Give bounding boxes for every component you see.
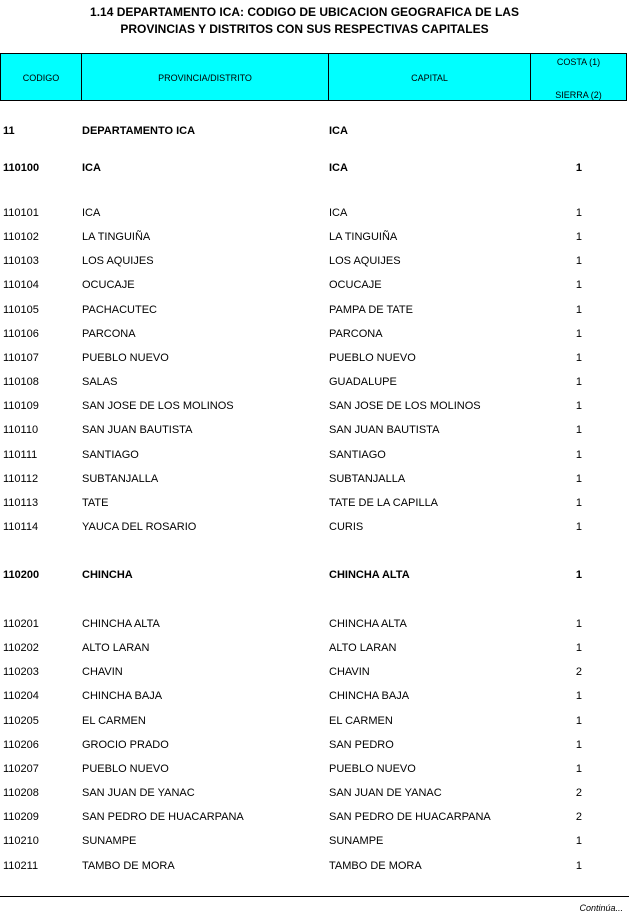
- district-code: 110205: [3, 715, 39, 727]
- continued-note: Continúa...: [579, 903, 623, 913]
- district-capital: CHINCHA BAJA: [329, 690, 410, 702]
- header-capital-cell: [328, 53, 531, 101]
- province-code: 110200: [3, 569, 40, 581]
- district-capital: LA TINGUIÑA: [329, 231, 398, 243]
- district-capital: SAN JUAN BAUTISTA: [329, 424, 440, 436]
- district-name: SALAS: [82, 376, 118, 388]
- district-code: 110108: [3, 376, 39, 388]
- district-region: 1: [575, 231, 582, 243]
- district-region: 1: [575, 352, 582, 364]
- district-code: 110109: [3, 400, 39, 412]
- department-code: 11: [3, 125, 15, 137]
- district-name: PUEBLO NUEVO: [82, 352, 169, 364]
- table-row: [0, 642, 629, 656]
- district-code: 110106: [3, 328, 39, 340]
- district-code: 110209: [3, 811, 39, 823]
- province-region: 1: [575, 569, 582, 581]
- district-name: SAN JUAN BAUTISTA: [82, 424, 193, 436]
- table-row: [0, 497, 629, 511]
- district-capital: PARCONA: [329, 328, 383, 340]
- district-name: ICA: [82, 207, 101, 219]
- header-region-cell: [530, 53, 627, 101]
- header-provincia: PROVINCIA/DISTRITO: [158, 73, 252, 83]
- district-code: 110102: [3, 231, 39, 243]
- table-row: [0, 763, 629, 777]
- district-region: 1: [575, 642, 582, 654]
- header-codigo-cell: [0, 53, 82, 101]
- district-capital: SAN JUAN DE YANAC: [329, 787, 442, 799]
- district-region: 1: [575, 835, 582, 847]
- district-capital: CHAVIN: [329, 666, 370, 678]
- page-title: [0, 4, 609, 38]
- table-row: [0, 666, 629, 680]
- district-name: SUBTANJALLA: [82, 473, 159, 485]
- district-name: SAN JUAN DE YANAC: [82, 787, 195, 799]
- district-name: CHAVIN: [82, 666, 123, 678]
- district-capital: PUEBLO NUEVO: [329, 352, 416, 364]
- department-row: [0, 125, 629, 139]
- district-name: CHINCHA BAJA: [82, 690, 163, 702]
- district-capital: SANTIAGO: [329, 449, 386, 461]
- district-code: 110113: [3, 497, 39, 509]
- district-code: 110206: [3, 739, 39, 751]
- district-code: 110211: [3, 860, 39, 872]
- province-name: ICA: [82, 162, 101, 174]
- table-row: [0, 231, 629, 245]
- district-region: 1: [575, 376, 582, 388]
- province-region: 1: [575, 162, 582, 174]
- province-row: [0, 569, 629, 583]
- district-region: 1: [575, 207, 582, 219]
- header-provincia-cell: [81, 53, 329, 101]
- district-region: 2: [575, 787, 582, 799]
- district-capital: CHINCHA ALTA: [329, 618, 407, 630]
- district-capital: SAN PEDRO: [329, 739, 394, 751]
- table-row: [0, 811, 629, 825]
- district-name: SAN JOSE DE LOS MOLINOS: [82, 400, 234, 412]
- district-name: PACHACUTEC: [82, 304, 157, 316]
- district-region: 1: [575, 618, 582, 630]
- table-row: [0, 715, 629, 729]
- district-code: 110201: [3, 618, 39, 630]
- district-region: 1: [575, 497, 582, 509]
- district-name: OCUCAJE: [82, 279, 135, 291]
- district-code: 110104: [3, 279, 39, 291]
- district-region: 1: [575, 255, 582, 267]
- district-region: 1: [575, 690, 582, 702]
- district-code: 110103: [3, 255, 39, 267]
- district-name: GROCIO PRADO: [82, 739, 169, 751]
- district-capital: LOS AQUIJES: [329, 255, 401, 267]
- title-line-1: 1.14 DEPARTAMENTO ICA: CODIGO DE UBICACION GEOGRAFICA DE LAS: [90, 5, 519, 19]
- district-region: 1: [575, 449, 582, 461]
- district-code: 110112: [3, 473, 39, 485]
- district-name: LA TINGUIÑA: [82, 231, 151, 243]
- district-code: 110105: [3, 304, 39, 316]
- header-costa: COSTA (1): [556, 57, 601, 67]
- district-name: SANTIAGO: [82, 449, 139, 461]
- district-capital: ICA: [329, 207, 348, 219]
- district-region: 1: [575, 473, 582, 485]
- district-capital: CURIS: [329, 521, 364, 533]
- district-code: 110114: [3, 521, 39, 533]
- district-capital: ALTO LARAN: [329, 642, 397, 654]
- district-code: 110203: [3, 666, 39, 678]
- table-row: [0, 690, 629, 704]
- district-capital: PAMPA DE TATE: [329, 304, 413, 316]
- table-row: [0, 739, 629, 753]
- district-code: 110210: [3, 835, 39, 847]
- table-row: [0, 400, 629, 414]
- footer-divider: [0, 896, 629, 897]
- district-code: 110101: [3, 207, 39, 219]
- district-region: 1: [575, 860, 582, 872]
- district-name: TATE: [82, 497, 109, 509]
- district-capital: SAN PEDRO DE HUACARPANA: [329, 811, 491, 823]
- district-capital: PUEBLO NUEVO: [329, 763, 416, 775]
- table-row: [0, 255, 629, 269]
- district-region: 1: [575, 763, 582, 775]
- header-codigo: CODIGO: [22, 73, 60, 83]
- department-name: DEPARTAMENTO ICA: [82, 125, 196, 137]
- district-capital: OCUCAJE: [329, 279, 382, 291]
- district-name: TAMBO DE MORA: [82, 860, 175, 872]
- title-line-2: PROVINCIAS Y DISTRITOS CON SUS RESPECTIVAS CAPITALES: [120, 22, 489, 36]
- district-name: PUEBLO NUEVO: [82, 763, 169, 775]
- district-name: YAUCA DEL ROSARIO: [82, 521, 197, 533]
- table-row: [0, 207, 629, 221]
- district-region: 1: [575, 424, 582, 436]
- header-capital: CAPITAL: [411, 73, 448, 83]
- table-row: [0, 304, 629, 318]
- district-name: SUNAMPE: [82, 835, 137, 847]
- province-capital: CHINCHA ALTA: [329, 569, 410, 581]
- district-capital: TAMBO DE MORA: [329, 860, 422, 872]
- province-capital: ICA: [329, 162, 348, 174]
- district-code: 110107: [3, 352, 39, 364]
- district-region: 2: [575, 666, 582, 678]
- district-code: 110208: [3, 787, 39, 799]
- table-row: [0, 449, 629, 463]
- district-region: 2: [575, 811, 582, 823]
- district-code: 110202: [3, 642, 39, 654]
- header-sierra: SIERRA (2): [555, 90, 602, 100]
- table-row: [0, 328, 629, 342]
- table-row: [0, 473, 629, 487]
- province-row: [0, 162, 629, 176]
- district-region: 1: [575, 521, 582, 533]
- district-code: 110111: [3, 449, 38, 461]
- table-row: [0, 376, 629, 390]
- district-code: 110207: [3, 763, 39, 775]
- province-code: 110100: [3, 162, 40, 174]
- district-name: PARCONA: [82, 328, 136, 340]
- department-capital: ICA: [329, 125, 348, 137]
- district-capital: GUADALUPE: [329, 376, 397, 388]
- table-row: [0, 618, 629, 632]
- district-region: 1: [575, 328, 582, 340]
- district-capital: SUBTANJALLA: [329, 473, 406, 485]
- district-capital: SAN JOSE DE LOS MOLINOS: [329, 400, 481, 412]
- district-region: 1: [575, 400, 582, 412]
- district-capital: TATE DE LA CAPILLA: [329, 497, 439, 509]
- table-row: [0, 787, 629, 801]
- table-row: [0, 352, 629, 366]
- district-capital: EL CARMEN: [329, 715, 393, 727]
- district-code: 110110: [3, 424, 39, 436]
- table-row: [0, 424, 629, 438]
- table-row: [0, 521, 629, 535]
- district-name: SAN PEDRO DE HUACARPANA: [82, 811, 244, 823]
- table-row: [0, 279, 629, 293]
- district-region: 1: [575, 715, 582, 727]
- district-region: 1: [575, 304, 582, 316]
- table-row: [0, 860, 629, 874]
- district-region: 1: [575, 739, 582, 751]
- table-row: [0, 835, 629, 849]
- district-region: 1: [575, 279, 582, 291]
- district-name: EL CARMEN: [82, 715, 146, 727]
- province-name: CHINCHA: [82, 569, 133, 581]
- district-code: 110204: [3, 690, 39, 702]
- district-capital: SUNAMPE: [329, 835, 384, 847]
- district-name: LOS AQUIJES: [82, 255, 154, 267]
- district-name: CHINCHA ALTA: [82, 618, 160, 630]
- district-name: ALTO LARAN: [82, 642, 150, 654]
